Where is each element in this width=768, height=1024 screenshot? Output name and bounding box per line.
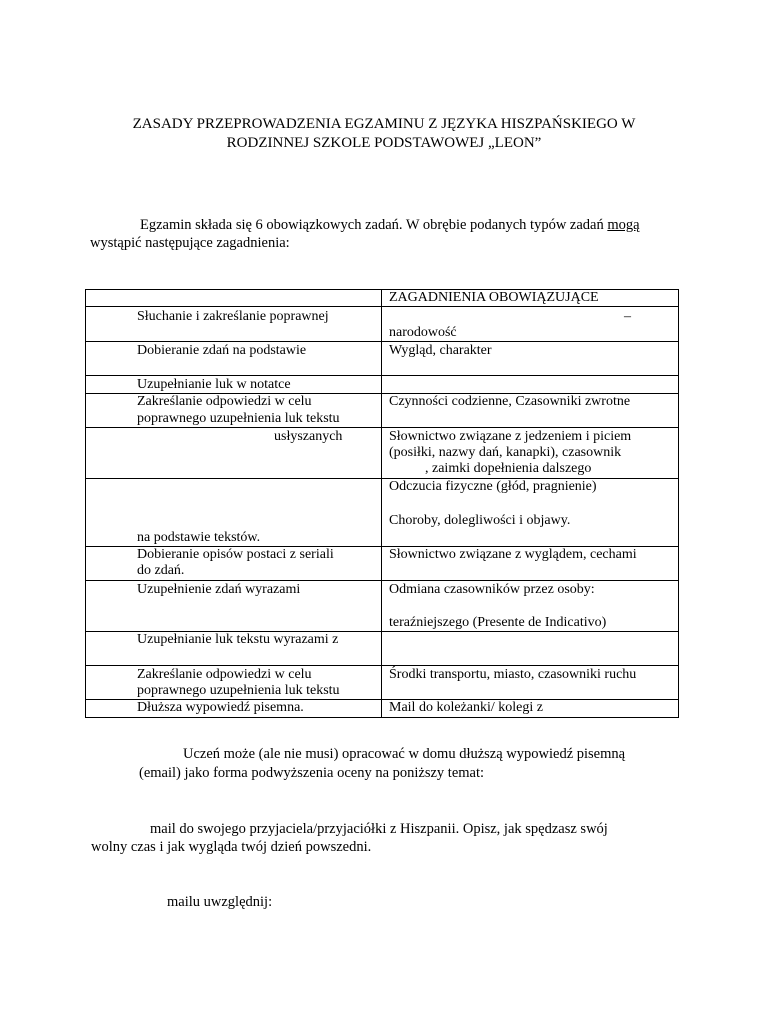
intro-underlined-word: mogą (607, 217, 640, 233)
paragraph-line: mailu uwzględnij: (167, 894, 273, 910)
table-row-line (85, 427, 679, 428)
topic-cell: teraźniejszego (Presente de Indicativo) (389, 615, 607, 630)
intro-line-2: wystąpić następujące zagadnienia: (90, 235, 290, 251)
table-row-line (85, 717, 679, 718)
table-row-line (85, 306, 679, 307)
topic-cell: – (624, 309, 631, 324)
topic-cell: (posiłki, nazwy dań, kanapki), czasownik (389, 445, 622, 460)
table-row-line (85, 665, 679, 666)
task-cell: na podstawie tekstów. (137, 530, 261, 545)
topic-cell: Mail do koleżanki/ kolegi z (389, 700, 543, 715)
table-header: ZAGADNIENIA OBOWIĄZUJĄCE (389, 290, 599, 305)
task-cell: Słuchanie i zakreślanie poprawnej (137, 309, 329, 324)
topic-cell: Odczucia fizyczne (głód, pragnienie) (389, 479, 597, 494)
intro-text: Egzamin składa się 6 obowiązkowych zadań. W obrębie podanych typów zadań (140, 217, 608, 233)
topics-table (85, 289, 679, 718)
task-cell: Uzupełnianie luk tekstu wyrazami z (137, 632, 339, 647)
topic-cell: Słownictwo związane z wyglądem, cechami (389, 547, 637, 562)
table-column-divider (381, 289, 382, 718)
table-border-left (85, 289, 86, 718)
topic-cell: Słownictwo związane z jedzeniem i piciem (389, 429, 632, 444)
topic-cell: Czynności codzienne, Czasowniki zwrotne (389, 394, 631, 409)
task-cell: Uzupełnienie zdań wyrazami (137, 582, 301, 597)
topic-cell: Choroby, dolegliwości i objawy. (389, 513, 571, 528)
table-row-line (85, 375, 679, 376)
paragraph-line: (email) jako forma podwyższenia oceny na poniższy temat: (139, 765, 485, 781)
task-cell: Dobieranie opisów postaci z seriali (137, 547, 334, 562)
paragraph-line: mail do swojego przyjaciela/przyjaciółki z Hiszpanii. Opisz, jak spędzasz swój (150, 821, 608, 837)
topic-cell: Odmiana czasowników przez osoby: (389, 582, 595, 597)
topic-cell: Środki transportu, miasto, czasowniki ruchu (389, 667, 637, 682)
document-title (0, 115, 768, 153)
task-cell: poprawnego uzupełnienia luk tekstu (137, 683, 340, 698)
task-cell: usłyszanych (274, 429, 343, 444)
task-cell: Dobieranie zdań na podstawie (137, 343, 307, 358)
topic-cell: Wygląd, charakter (389, 343, 492, 358)
task-cell: Dłuższa wypowiedź pisemna. (137, 700, 304, 715)
paragraph-line: Uczeń może (ale nie musi) opracować w domu dłuższą wypowiedź pisemną (183, 746, 626, 762)
table-border-right (678, 289, 679, 718)
title-line-2: RODZINNEJ SZKOLE PODSTAWOWEJ „LEON” (226, 135, 542, 151)
table-row-line (85, 341, 679, 342)
task-cell: Uzupełnianie luk w notatce (137, 377, 291, 392)
title-line-1: ZASADY PRZEPROWADZENIA EGZAMINU Z JĘZYKA HISZPAŃSKIEGO W (132, 116, 636, 132)
task-cell: Zakreślanie odpowiedzi w celu (137, 667, 312, 682)
task-cell: Zakreślanie odpowiedzi w celu (137, 394, 312, 409)
table-row-line (85, 580, 679, 581)
topic-cell: narodowość (389, 325, 457, 340)
task-cell: do zdań. (137, 563, 185, 578)
topic-cell: , zaimki dopełnienia dalszego (425, 461, 592, 476)
paragraph-line: wolny czas i jak wygląda twój dzień powszedni. (91, 839, 372, 855)
intro-line-1 (140, 216, 640, 234)
task-cell: poprawnego uzupełnienia luk tekstu (137, 411, 340, 426)
